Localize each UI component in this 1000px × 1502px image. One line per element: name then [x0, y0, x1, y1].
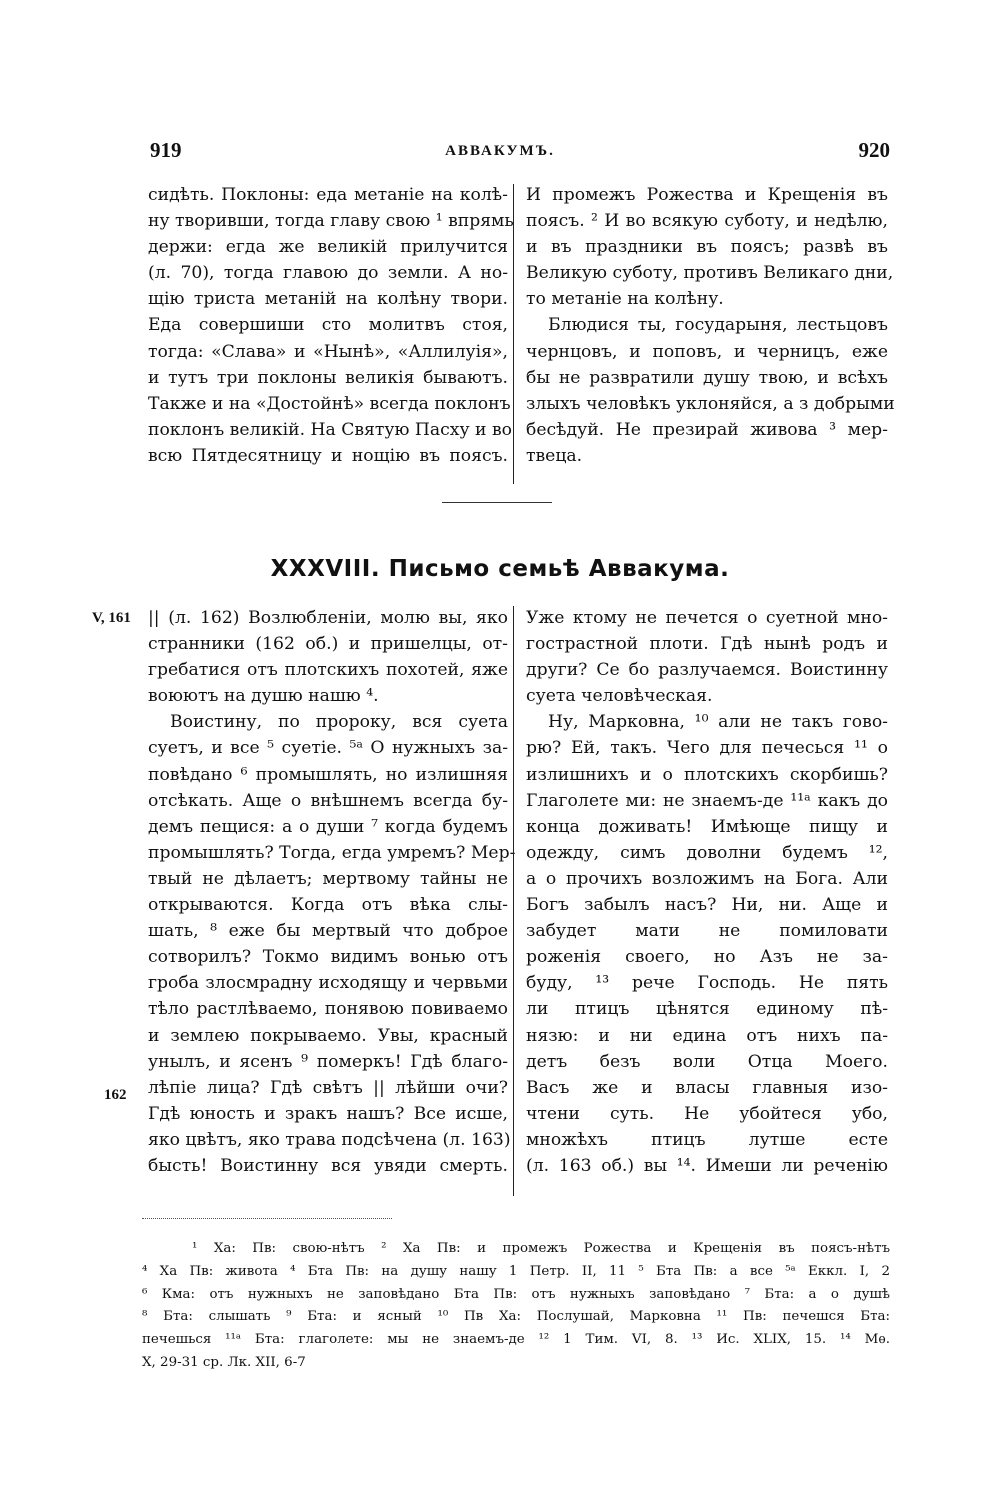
text-line: яко цвѣтъ, яко трава подсѣчена (л. 163)	[148, 1129, 511, 1150]
text-line: поясъ. ² И во всякую суботу, и недѣлю,	[526, 211, 888, 232]
text-line: || (л. 162) Возлюбленіи, молю вы, яко	[148, 608, 508, 628]
text-line: Блюдися ты, государыня, лестьцовъ	[548, 315, 888, 336]
text-line: а о прочихъ возложимъ на Бога. Али	[526, 868, 888, 889]
text-line: странники (162 об.) и пришелцы, от-	[148, 634, 508, 655]
text-line: то метаніе на колѣну.	[526, 289, 724, 310]
text-line: буду, ¹³ рече Господь. Не пять	[526, 973, 888, 994]
page-number-left: 919	[150, 138, 182, 162]
text-line: сотворилъ? Токмо видимъ вонью отъ	[148, 947, 508, 968]
text-line: промышлять? Тогда, егда умремъ? Мер-	[148, 842, 516, 863]
text-line: детъ безъ воли Отца Моего.	[526, 1051, 888, 1072]
text-line: Богъ забылъ насъ? Ни, ни. Аще и	[526, 895, 888, 916]
text-line: гребатися отъ плотскихъ похотей, яже	[148, 660, 508, 681]
text-line: открываются. Когда отъ вѣка слы-	[148, 895, 508, 916]
column-divider	[513, 606, 514, 1196]
text-line: (л. 70), тогда главою до земли. А но-	[148, 263, 508, 284]
text-line: шать, ⁸ еже бы мертвый что доброе	[148, 921, 508, 942]
text-line: Великую суботу, противъ Великаго дни,	[526, 263, 894, 284]
text-line: рю? Ей, такъ. Чего для печесься ¹¹ о	[526, 738, 888, 759]
footnote-line: ¹ Ха: Пв: свою-нѣтъ ² Ха Пв: и промежъ Рожества и Крещенія въ поясъ-нѣтъ	[192, 1241, 890, 1256]
text-line: гострастной плоти. Гдѣ нынѣ родъ и	[526, 634, 888, 655]
footnote-line: печешься ¹¹ᵃ Бта: глаголете: мы не знаемъ-де ¹² 1 Тим. VI, 8. ¹³ Ис. XLIX, 15. ¹⁴ Мѳ.	[142, 1332, 890, 1348]
text-line: Воистину, по пророку, вся суета	[170, 712, 508, 733]
footnote-line: X, 29-31 ср. Лк. XII, 6-7	[142, 1354, 306, 1370]
text-line: конца доживать! Имѣюще пищу и	[526, 816, 888, 837]
running-head: АВВАКУМЪ.	[445, 143, 555, 159]
margin-mark-v161: V, 161	[92, 610, 131, 626]
text-line: тѣло растлѣваемо, понявою повиваемо	[148, 999, 508, 1020]
text-line: Ну, Марковна, ¹⁰ али не такъ гово-	[548, 712, 888, 733]
top-right-column	[526, 182, 895, 469]
footnote-line: ⁴ Ха Пв: живота ⁴ Бта Пв: на душу нашу 1 Петр. II, 11 ⁵ Бта Пв: а все ⁵ᵃ Еккл. I, 2	[142, 1263, 890, 1279]
text-line: суета человѣческая.	[526, 686, 713, 707]
text-line: отсѣкать. Аще о внѣшнемъ всегда бу-	[148, 790, 508, 811]
text-line: всю Пятдесятницу и нощію въ поясъ.	[148, 445, 508, 466]
text-line: тогда: «Слава» и «Нынѣ», «Аллилуія»,	[148, 341, 508, 362]
text-line: роженія своего, но Азъ не за-	[526, 947, 888, 968]
text-line: ну творивши, тогда главу свою ¹ впрямь	[148, 211, 514, 232]
text-line: держи: егда же великій прилучится	[148, 237, 508, 258]
text-line: бысть! Воистинну вся увяди смерть.	[148, 1155, 508, 1176]
footnotes	[142, 1238, 890, 1375]
text-line: нязю: и ни едина отъ нихъ па-	[526, 1025, 888, 1046]
text-line: поклонъ великій. На Святую Пасху и во	[148, 419, 513, 440]
text-line: излишнихъ и о плотскихъ скорбишь?	[526, 764, 888, 785]
text-line: сидѣть. Поклоны: еда метаніе на колѣ-	[148, 185, 508, 205]
text-line: лѣпіе лица? Гдѣ свѣтъ || лѣйши очи?	[148, 1077, 508, 1098]
text-line: бесѣдуй. Не презирай живова ³ мер-	[526, 419, 888, 440]
text-line: чтени суть. Не убойтеся убо,	[526, 1103, 888, 1124]
text-line: ли птицъ цѣнятся единому пѣ-	[526, 999, 888, 1020]
text-line: И промежъ Рожества и Крещенія въ	[526, 185, 888, 205]
text-line: суетъ, и все ⁵ суетіе. ⁵ᵃ О нужныхъ за-	[148, 738, 508, 759]
text-line: щію триста метаній на колѣну твори.	[148, 289, 508, 310]
text-line: воюютъ на душю нашю ⁴.	[148, 686, 379, 707]
text-line: множѣхъ птицъ лутше есте	[526, 1129, 888, 1150]
text-line: Уже ктому не печется о суетной мно-	[526, 608, 888, 628]
section-title: XXXVIII. Письмо семьѣ Аввакума.	[270, 556, 730, 582]
text-line: злыхъ человѣкъ уклоняйся, а з добрыми	[526, 393, 895, 414]
text-line: Еда совершиши сто молитвъ стоя,	[148, 315, 508, 336]
text-line: одежду, симъ доволни будемъ ¹²,	[526, 842, 888, 863]
text-line: чернцовъ, и поповъ, и черницъ, еже	[526, 341, 888, 362]
text-line: Глаголете ми: не знаемъ-де ¹¹ᵃ какъ до	[526, 790, 888, 811]
margin-mark-162: 162	[104, 1087, 127, 1103]
footnote-line: ⁸ Бта: слышать ⁹ Бта: и ясный ¹⁰ Пв Ха: Послушай, Марковна ¹¹ Пв: печешся Бта:	[142, 1309, 890, 1325]
top-left-column	[148, 182, 514, 469]
text-line: демъ пещися: а о души ⁷ когда будемъ	[148, 816, 508, 837]
text-line: Гдѣ юность и зракъ нашъ? Все исше,	[148, 1103, 508, 1124]
text-line: бы не развратили душу твою, и всѣхъ	[526, 367, 888, 388]
page-number-right: 920	[858, 138, 890, 162]
text-line: други? Се бо разлучаемся. Воистинну	[526, 660, 888, 681]
letter-right-column	[526, 605, 888, 1179]
text-line: твеца.	[526, 445, 583, 466]
text-line: твый не дѣлаетъ; мертвому тайны не	[148, 868, 508, 889]
text-line: и въ праздники въ поясъ; развѣ въ	[526, 237, 888, 258]
text-line: (л. 163 об.) вы ¹⁴. Имеши ли реченію	[526, 1155, 888, 1176]
column-divider	[513, 184, 514, 484]
text-line: Васъ же и власы главныя изо-	[526, 1077, 888, 1098]
text-line: гроба злосмраднy исходящу и червьми	[148, 973, 508, 994]
text-line: Также и на «Достойнѣ» всегда поклонъ	[148, 393, 511, 414]
text-line: забудет мати не помиловати	[526, 921, 888, 942]
text-line: унылъ, и ясенъ ⁹ померкъ! Гдѣ благо-	[148, 1051, 508, 1072]
letter-left-column	[148, 605, 516, 1179]
text-line: повѣдано ⁶ промышлять, но излишняя	[148, 764, 508, 785]
footnote-line: ⁶ Кма: отъ нужныхъ не заповѣдано Бта Пв: отъ нужныхъ заповѣдано ⁷ Бта: а о душѣ	[142, 1286, 890, 1302]
footnote-separator	[142, 1218, 392, 1219]
section-separator	[442, 502, 552, 503]
text-line: и землею покрываемо. Увы, красный	[148, 1025, 508, 1046]
text-line: и тутъ три поклоны великія бываютъ.	[148, 367, 508, 388]
